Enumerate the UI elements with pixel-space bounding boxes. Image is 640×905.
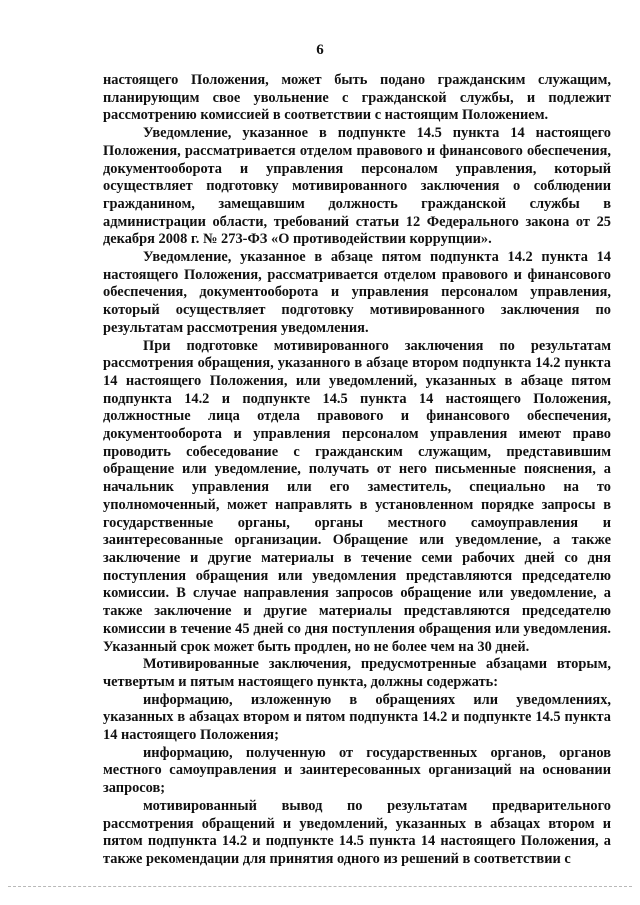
- paragraph-preparation: При подготовке мотивированного заключения по результатам рассмотрения обращения, указанного в абзаце втором подпункта 14.2 пункта 14 настоящего Положения, или уведомлений, указанных в абзаце пятом подпункта 14.2 и подпункте 14.5 пункта 14 настоящего Положения, должностные лица отдела правового и финансового обеспечения, документооборота и управления персоналом управления имеют право проводить собеседование с гражданским служащим, представившим обращение или уведомление, получать от него письменные пояснения, а начальник управления или его заместитель, специально на то уполномоченный, может направлять в установленном порядке запросы в государственные органы, органы местного самоуправления и заинтересованные организации. Обращение или уведомление, а также заключение и другие материалы в течение семи рабочих дней со дня поступления обращения или уведомления представляются председателю комиссии. В случае направления запросов обращение или уведомление, а также заключение и другие материалы представляются председателю комиссии в течение 45 дней со дня поступления обращения или уведомления. Указанный срок может быть продлен, но не более чем на 30 дней.: [103, 337, 611, 655]
- paragraph-notification-14-2: Уведомление, указанное в абзаце пятом подпункта 14.2 пункта 14 настоящего Положения, рассматривается отделом правового и финансового обеспечения, документооборота и управления персоналом управления, который осуществляет подготовку мотивированного заключения по результатам рассмотрения уведомления.: [103, 249, 611, 336]
- paragraph-conclusions-content: Мотивированные заключения, предусмотренные абзацами вторым, четвертым и пятым настоящего пункта, должны содержать:: [103, 656, 611, 690]
- document-body: [103, 72, 611, 869]
- paragraph-continuation: настоящего Положения, может быть подано гражданским служащим, планирующим свое увольнение с гражданской службы, и подлежит рассмотрению комиссией в соответствии с настоящим Положением.: [103, 72, 611, 124]
- page-number: 6: [316, 42, 324, 58]
- list-item-reasoned-conclusion: мотивированный вывод по результатам предварительного рассмотрения обращений и уведомлений, указанных в абзацах втором и пятом подпункта 14.2 и подпункте 14.5 пункта 14 настоящего Положения, а также рекомендации для принятия одного из решений в соответствии с: [103, 797, 611, 867]
- list-item-received-information: информацию, полученную от государственных органов, органов местного самоуправления и заинтересованных организаций на основании запросов;: [103, 744, 611, 797]
- list-item-information: информацию, изложенную в обращениях или уведомлениях, указанных в абзацах втором и пятом подпункта 14.2 и подпункте 14.5 пункта 14 настоящего Положения;: [103, 691, 611, 744]
- paragraph-notification-14-5: Уведомление, указанное в подпункте 14.5 пункта 14 настоящего Положения, рассматривается отделом правового и финансового обеспечения, документооборота и управления персоналом управления, который осуществляет подготовку мотивированного заключения о соблюдении гражданином, замещавшим должность гражданской службы в администрации области, требований статьи 12 Федерального закона от 25 декабря 2008 г. № 273-ФЗ «О противодействии коррупции».: [103, 125, 611, 248]
- page-bottom-divider: [8, 886, 632, 887]
